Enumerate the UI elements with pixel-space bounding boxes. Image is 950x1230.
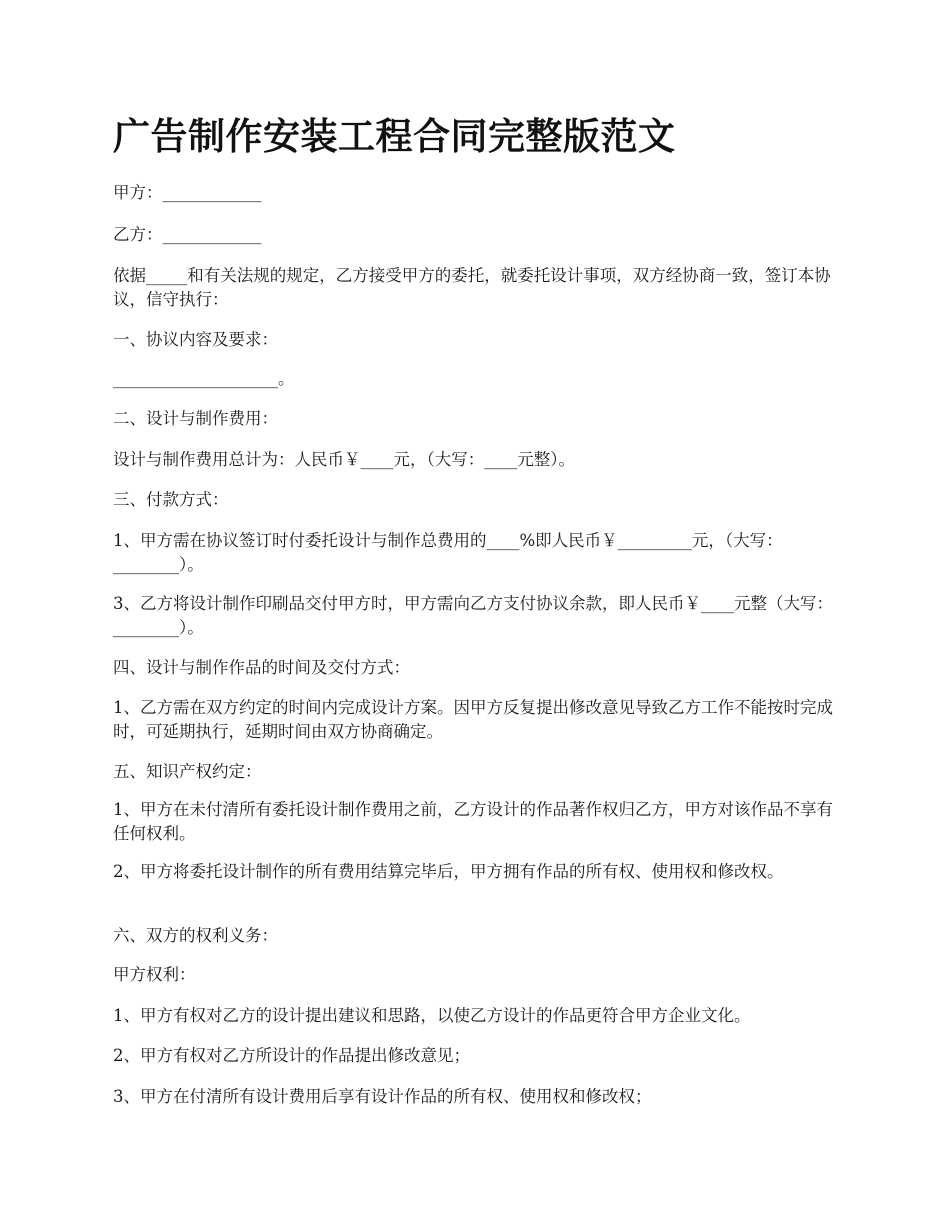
section-4-heading: 四、设计与制作作品的时间及交付方式： — [113, 658, 410, 677]
section-1-blank-line: ____________________。 — [113, 369, 295, 388]
section-3-heading: 三、付款方式： — [113, 490, 229, 509]
section-6-heading: 六、双方的权利义务： — [113, 926, 278, 945]
party-a-right-3: 3、甲方在付清所有设计费用后享有设计作品的所有权、使用权和修改权； — [113, 1087, 652, 1106]
payment-clause-1: 1、甲方需在协议签订时付委托设计与制作总费用的____%即人民币￥_________元，（大写：________）。 — [113, 531, 783, 574]
party-a-right-1: 1、甲方有权对乙方的设计提出建议和思路，以使乙方设计的作品更符合甲方企业文化。 — [113, 1006, 751, 1025]
section-5-heading: 五、知识产权约定： — [113, 762, 262, 781]
section-1-heading: 一、协议内容及要求： — [113, 330, 278, 349]
party-a-rights-heading: 甲方权利： — [113, 965, 196, 984]
party-a-line: 甲方：____________ — [113, 183, 262, 202]
fee-total-paragraph: 设计与制作费用总计为：人民币￥____元，（大写：____元整）。 — [113, 450, 575, 469]
party-b-line: 乙方：____________ — [113, 225, 262, 244]
delivery-clause-1: 1、乙方需在双方约定的时间内完成设计方案。因甲方反复提出修改意见导致乙方工作不能按时完成时，可延期执行，延期时间由双方协商确定。 — [113, 698, 833, 741]
party-a-right-2: 2、甲方有权对乙方所设计的作品提出修改意见； — [113, 1046, 470, 1065]
document-title: 广告制作安装工程合同完整版范文 — [113, 115, 676, 158]
section-2-heading: 二、设计与制作费用： — [113, 409, 278, 428]
ip-clause-1: 1、甲方在未付清所有委托设计制作费用之前，乙方设计的作品著作权归乙方，甲方对该作品不享有任何权利。 — [113, 800, 833, 843]
ip-clause-2: 2、甲方将委托设计制作的所有费用结算完毕后，甲方拥有作品的所有权、使用权和修改权。 — [113, 862, 784, 881]
preamble-paragraph: 依据_____和有关法规的规定，乙方接受甲方的委托，就委托设计事项，双方经协商一致，签订本协议，信守执行： — [113, 266, 831, 309]
payment-clause-3: 3、乙方将设计制作印刷品交付甲方时，甲方需向乙方支付协议余款，即人民币￥____元整（大写：________）。 — [113, 594, 833, 637]
